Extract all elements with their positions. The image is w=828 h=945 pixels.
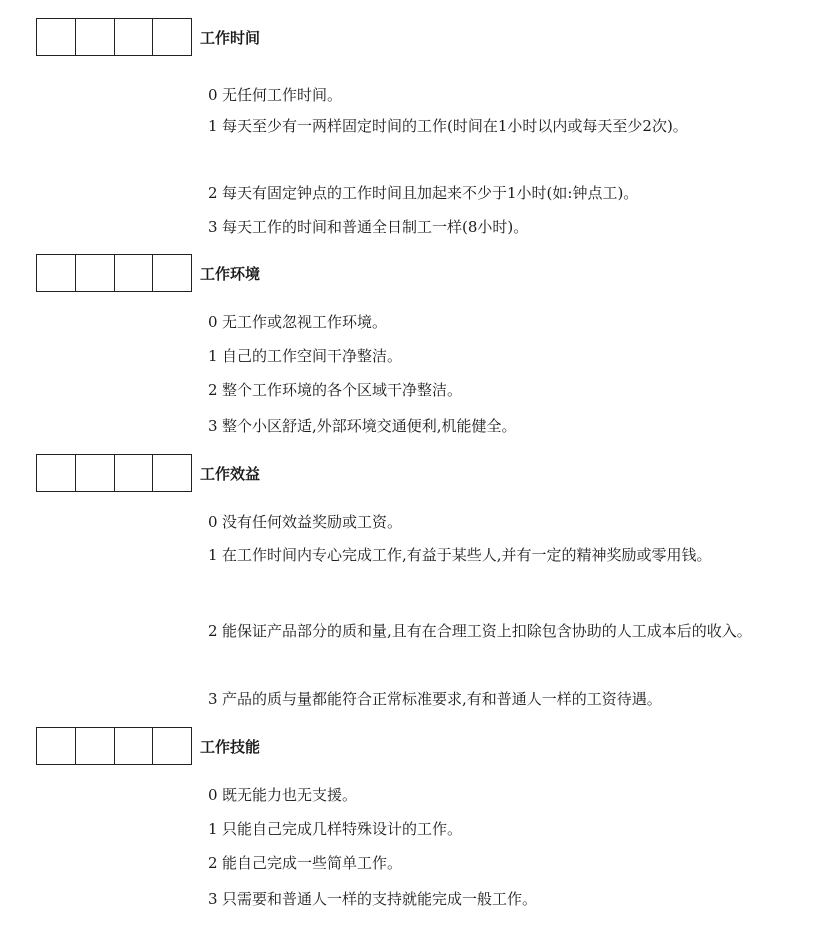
score-box[interactable] <box>76 19 115 55</box>
item-number: 3 <box>208 417 218 435</box>
list-item <box>208 616 758 646</box>
list-item <box>208 341 768 371</box>
list-item <box>208 178 808 208</box>
item-number: 2 <box>208 184 218 202</box>
list-item <box>208 848 768 878</box>
item-number: 3 <box>208 890 218 908</box>
list-item <box>208 212 768 242</box>
item-text: 只需要和普通人一样的支持就能完成一般工作。 <box>222 890 538 908</box>
score-box[interactable] <box>153 728 191 764</box>
item-text: 只能自己完成几样特殊设计的工作。 <box>222 820 463 838</box>
list-item <box>208 111 728 141</box>
item-number: 1 <box>208 347 218 365</box>
section-title: 工作时间 <box>200 29 261 47</box>
item-number: 0 <box>208 86 218 104</box>
score-boxes[interactable] <box>36 254 192 292</box>
score-box[interactable] <box>153 455 191 491</box>
item-text: 产品的质与量都能符合正常标准要求,有和普通人一样的工资待遇。 <box>222 690 662 708</box>
list-item <box>208 375 768 405</box>
score-box[interactable] <box>115 728 154 764</box>
item-text: 自己的工作空间干净整洁。 <box>222 347 403 365</box>
list-item <box>208 80 768 110</box>
score-box[interactable] <box>37 728 76 764</box>
item-text: 能保证产品部分的质和量,且有在合理工资上扣除包含协助的人工成本后的收入。 <box>222 622 752 640</box>
list-item <box>208 307 768 337</box>
item-text: 整个小区舒适,外部环境交通便利,机能健全。 <box>222 417 517 435</box>
score-box[interactable] <box>153 255 191 291</box>
list-item <box>208 814 768 844</box>
list-item <box>208 540 748 570</box>
item-text: 无工作或忽视工作环境。 <box>222 313 388 331</box>
item-text: 既无能力也无支援。 <box>222 786 358 804</box>
item-number: 0 <box>208 786 218 804</box>
item-number: 1 <box>208 820 218 838</box>
item-number: 0 <box>208 313 218 331</box>
score-box[interactable] <box>76 255 115 291</box>
score-box[interactable] <box>37 255 76 291</box>
item-text: 没有任何效益奖励或工资。 <box>222 513 403 531</box>
score-boxes[interactable] <box>36 454 192 492</box>
item-number: 2 <box>208 854 218 872</box>
item-number: 2 <box>208 622 218 640</box>
score-box[interactable] <box>115 255 154 291</box>
score-box[interactable] <box>115 19 154 55</box>
section-title: 工作技能 <box>200 738 261 756</box>
score-box[interactable] <box>76 728 115 764</box>
score-box[interactable] <box>76 455 115 491</box>
score-box[interactable] <box>115 455 154 491</box>
list-item <box>208 780 768 810</box>
item-number: 3 <box>208 690 218 708</box>
score-boxes[interactable] <box>36 727 192 765</box>
list-item <box>208 411 768 441</box>
item-text: 无任何工作时间。 <box>222 86 343 104</box>
item-text: 每天至少有一两样固定时间的工作(时间在1小时以内或每天至少2次)。 <box>222 117 688 135</box>
item-number: 3 <box>208 218 218 236</box>
list-item <box>208 884 768 914</box>
item-text: 在工作时间内专心完成工作,有益于某些人,并有一定的精神奖励或零用钱。 <box>222 546 712 564</box>
section-title: 工作效益 <box>200 465 261 483</box>
score-box[interactable] <box>37 19 76 55</box>
item-text: 能自己完成一些简单工作。 <box>222 854 403 872</box>
item-text: 每天有固定钟点的工作时间且加起来不少于1小时(如:钟点工)。 <box>222 184 639 202</box>
list-item <box>208 507 768 537</box>
score-box[interactable] <box>153 19 191 55</box>
item-text: 每天工作的时间和普通全日制工一样(8小时)。 <box>222 218 529 236</box>
section-title: 工作环境 <box>200 265 261 283</box>
item-text: 整个工作环境的各个区域干净整洁。 <box>222 381 463 399</box>
score-boxes[interactable] <box>36 18 192 56</box>
item-number: 2 <box>208 381 218 399</box>
item-number: 1 <box>208 546 218 564</box>
list-item <box>208 684 808 714</box>
item-number: 0 <box>208 513 218 531</box>
item-number: 1 <box>208 117 218 135</box>
score-box[interactable] <box>37 455 76 491</box>
